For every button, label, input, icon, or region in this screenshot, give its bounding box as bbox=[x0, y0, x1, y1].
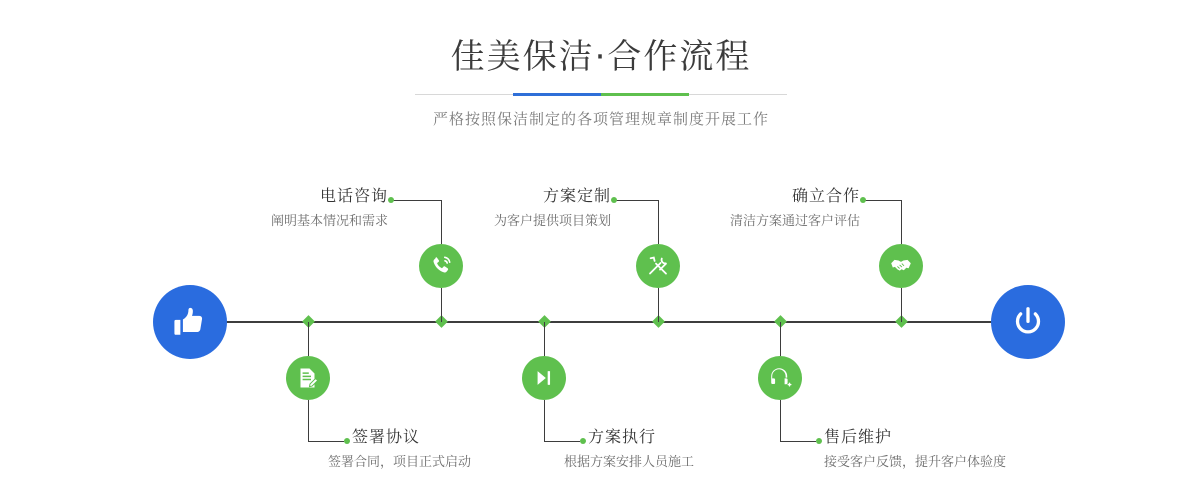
step-stem bbox=[658, 288, 659, 322]
step-label-2 bbox=[328, 427, 552, 473]
step-label-4 bbox=[564, 427, 788, 473]
step-connector bbox=[544, 441, 580, 442]
step-connector bbox=[901, 200, 902, 244]
document-edit-icon bbox=[296, 366, 320, 390]
step-icon-play-next bbox=[522, 356, 566, 400]
step-desc: 根据方案安排人员施工 bbox=[564, 454, 695, 469]
headset-support-icon bbox=[768, 366, 792, 390]
step-label-5 bbox=[700, 186, 860, 232]
play-next-icon bbox=[533, 367, 555, 389]
phone-icon bbox=[429, 254, 453, 278]
timeline-start-node bbox=[153, 285, 227, 359]
step-title: 确立合作 bbox=[791, 188, 860, 205]
step-desc: 阐明基本情况和需求 bbox=[270, 213, 388, 228]
step-label-6 bbox=[824, 427, 1064, 473]
page-subtitle: 严格按照保洁制定的各项管理规章制度开展工作 bbox=[432, 111, 769, 128]
step-connector bbox=[658, 200, 659, 244]
step-desc: 清洁方案通过客户评估 bbox=[729, 213, 860, 228]
step-title: 售后维护 bbox=[824, 429, 893, 446]
step-label-1 bbox=[228, 186, 388, 232]
step-connector bbox=[864, 200, 901, 201]
step-icon-handshake bbox=[879, 244, 923, 288]
step-label-3 bbox=[451, 186, 611, 232]
step-title: 方案定制 bbox=[542, 188, 611, 205]
step-desc: 签署合同，项目正式启动 bbox=[328, 454, 472, 469]
step-connector bbox=[441, 200, 442, 244]
page-title: 佳美保洁·合作流程 bbox=[450, 37, 752, 77]
step-stem bbox=[441, 288, 442, 322]
step-stem bbox=[544, 322, 545, 356]
step-connector-dot bbox=[580, 438, 586, 444]
step-stem bbox=[901, 288, 902, 322]
thumbs-up-icon bbox=[173, 305, 207, 339]
step-connector-dot bbox=[344, 438, 350, 444]
step-desc: 接受客户反馈，提升客户体验度 bbox=[824, 454, 1007, 469]
step-connector-dot bbox=[388, 197, 394, 203]
step-icon-support bbox=[758, 356, 802, 400]
step-icon-document bbox=[286, 356, 330, 400]
handshake-icon bbox=[889, 254, 913, 278]
step-desc: 为客户提供项目策划 bbox=[493, 213, 611, 228]
step-icon-phone bbox=[419, 244, 463, 288]
tools-icon bbox=[646, 254, 670, 278]
step-connector bbox=[780, 441, 816, 442]
step-connector bbox=[308, 400, 309, 441]
timeline-end-node bbox=[991, 285, 1065, 359]
step-connector-dot bbox=[611, 197, 617, 203]
step-title: 方案执行 bbox=[588, 429, 657, 446]
power-icon bbox=[1010, 304, 1046, 340]
step-stem bbox=[308, 322, 309, 356]
step-connector bbox=[308, 441, 344, 442]
step-connector bbox=[544, 400, 545, 441]
step-icon-tools bbox=[636, 244, 680, 288]
timeline-axis bbox=[155, 321, 1045, 323]
step-connector-dot bbox=[860, 197, 866, 203]
step-connector bbox=[780, 400, 781, 441]
step-title: 签署协议 bbox=[352, 429, 421, 446]
step-connector bbox=[615, 200, 658, 201]
step-title: 电话咨询 bbox=[319, 188, 388, 205]
step-connector-dot bbox=[816, 438, 822, 444]
step-connector bbox=[392, 200, 441, 201]
step-stem bbox=[780, 322, 781, 356]
